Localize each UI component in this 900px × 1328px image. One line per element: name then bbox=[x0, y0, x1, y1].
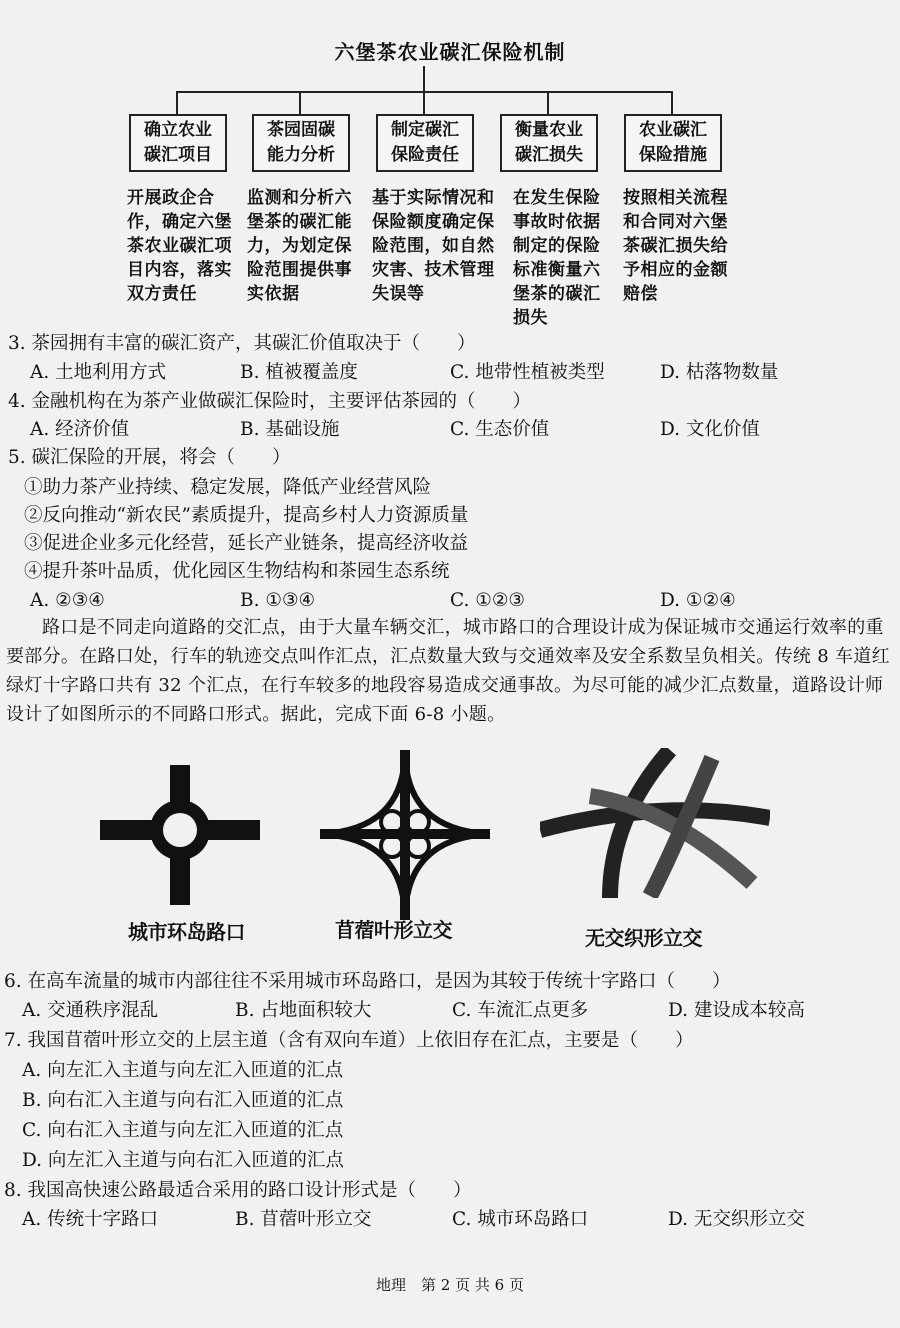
passage-text: 路口是不同走向道路的交汇点，由于大量车辆交汇，城市路口的合理设计成为保证城市交通运行效率的重要部分。在路口处，行车的轨迹交点叫作汇点，汇点数量大致与交通效率及安全系数呈负相关。传统 8 车道红绿灯十字路口共有 32 个汇点，在行车较多的地段容易造成交通事故。为尽可能的减少汇点数量，道路设计师设计了如图所示的不同路口形式。据此，完成下面 6-8 小题。 bbox=[6, 617, 890, 725]
roundabout-figure bbox=[100, 765, 260, 905]
question-5-option-b[interactable]: B. ①③④ bbox=[240, 590, 316, 611]
diagram-connector bbox=[671, 91, 673, 115]
question-6-stem: 6. 在高车流量的城市内部往往不采用城市环岛路口，是因为其较于传统十字路口（ ） bbox=[4, 971, 731, 992]
box-label-line1: 茶园固碳 bbox=[267, 120, 335, 140]
question-4-option-b[interactable]: B. 基础设施 bbox=[240, 419, 340, 440]
question-5-stem: 5. 碳汇保险的开展，将会（ ） bbox=[8, 447, 291, 468]
diagram-connector bbox=[176, 91, 178, 115]
page-footer: 地理 第 2 页 共 6 页 bbox=[376, 1276, 524, 1294]
question-8-option-b[interactable]: B. 苜蓿叶形立交 bbox=[235, 1209, 372, 1230]
question-5-statement-1: ①助力茶产业持续、稳定发展，降低产业经营风险 bbox=[24, 477, 432, 498]
figure-caption: 无交织形立交 bbox=[585, 926, 702, 950]
non-weaving-figure bbox=[540, 748, 770, 898]
cloverleaf-figure bbox=[320, 750, 490, 920]
question-4-option-d[interactable]: D. 文化价值 bbox=[660, 419, 760, 440]
question-5-option-c[interactable]: C. ①②③ bbox=[450, 590, 526, 611]
diagram-box bbox=[252, 114, 350, 172]
diagram-title: 六堡茶农业碳汇保险机制 bbox=[334, 40, 566, 64]
diagram-desc: 开展政企合作，确定六堡茶农业碳汇项目内容，落实双方责任 bbox=[127, 188, 232, 304]
question-6-option-a[interactable]: A. 交通秩序混乱 bbox=[22, 1000, 159, 1021]
question-4-option-c[interactable]: C. 生态价值 bbox=[450, 419, 550, 440]
diagram-box bbox=[500, 114, 598, 172]
question-5-statement-2: ②反向推动“新农民”素质提升，提高乡村人力资源质量 bbox=[24, 505, 469, 526]
box-label-line2: 碳汇项目 bbox=[144, 145, 212, 165]
diagram-desc: 监测和分析六堡茶的碳汇能力，为划定保险范围提供事实依据 bbox=[247, 188, 352, 304]
box-label-line1: 确立农业 bbox=[144, 120, 212, 140]
question-8-option-a[interactable]: A. 传统十字路口 bbox=[22, 1209, 159, 1230]
question-6-option-c[interactable]: C. 车流汇点更多 bbox=[452, 1000, 589, 1021]
question-3-option-c[interactable]: C. 地带性植被类型 bbox=[450, 362, 605, 383]
diagram-connector bbox=[547, 91, 549, 115]
question-3-stem: 3. 茶园拥有丰富的碳汇资产，其碳汇价值取决于（ ） bbox=[8, 333, 476, 354]
question-8-option-d[interactable]: D. 无交织形立交 bbox=[668, 1209, 805, 1230]
question-7-option-a[interactable]: A. 向左汇入主道与向左汇入匝道的汇点 bbox=[22, 1060, 344, 1081]
question-3-option-b[interactable]: B. 植被覆盖度 bbox=[240, 362, 358, 383]
diagram-connector bbox=[299, 91, 301, 115]
box-label-line1: 农业碳汇 bbox=[639, 120, 707, 140]
question-7-stem: 7. 我国苜蓿叶形立交的上层主道（含有双向车道）上依旧存在汇点，主要是（ ） bbox=[4, 1030, 694, 1051]
diagram-connector bbox=[423, 66, 425, 92]
question-5-statement-3: ③促进企业多元化经营，延长产业链条，提高经济收益 bbox=[24, 533, 469, 554]
question-7-option-b[interactable]: B. 向右汇入主道与向右汇入匝道的汇点 bbox=[22, 1090, 344, 1111]
box-label-line2: 保险责任 bbox=[391, 145, 459, 165]
question-6-option-b[interactable]: B. 占地面积较大 bbox=[235, 1000, 372, 1021]
question-5-option-a[interactable]: A. ②③④ bbox=[30, 590, 105, 611]
box-label-line1: 衡量农业 bbox=[515, 120, 583, 140]
question-5-option-d[interactable]: D. ①②④ bbox=[660, 590, 736, 611]
box-label-line2: 能力分析 bbox=[267, 145, 335, 165]
diagram-connector bbox=[423, 91, 425, 115]
question-7-option-c[interactable]: C. 向右汇入主道与向左汇入匝道的汇点 bbox=[22, 1120, 344, 1141]
box-label-line2: 保险措施 bbox=[639, 145, 707, 165]
question-3-option-a[interactable]: A. 土地利用方式 bbox=[30, 362, 167, 383]
question-4-stem: 4. 金融机构在为茶产业做碳汇保险时，主要评估茶园的（ ） bbox=[8, 391, 532, 412]
diagram-desc: 在发生保险事故时依据制定的保险标准衡量六堡茶的碳汇损失 bbox=[513, 188, 601, 328]
question-8-stem: 8. 我国高快速公路最适合采用的路口设计形式是（ ） bbox=[4, 1180, 472, 1201]
diagram-desc: 按照相关流程和合同对六堡茶碳汇损失给予相应的金额赔偿 bbox=[623, 188, 728, 304]
box-label-line1: 制定碳汇 bbox=[391, 120, 459, 140]
diagram-box bbox=[624, 114, 722, 172]
diagram-box bbox=[129, 114, 227, 172]
diagram-desc: 基于实际情况和保险额度确定保险范围，如自然灾害、技术管理失误等 bbox=[372, 188, 495, 304]
diagram-box bbox=[376, 114, 474, 172]
box-label-line2: 碳汇损失 bbox=[515, 145, 583, 165]
question-7-option-d[interactable]: D. 向左汇入主道与向右汇入匝道的汇点 bbox=[22, 1150, 344, 1171]
question-5-statement-4: ④提升茶叶品质，优化园区生物结构和茶园生态系统 bbox=[24, 561, 450, 582]
figure-caption: 城市环岛路口 bbox=[128, 920, 245, 944]
question-8-option-c[interactable]: C. 城市环岛路口 bbox=[452, 1209, 589, 1230]
question-6-option-d[interactable]: D. 建设成本较高 bbox=[668, 1000, 805, 1021]
question-4-option-a[interactable]: A. 经济价值 bbox=[30, 419, 130, 440]
question-3-option-d[interactable]: D. 枯落物数量 bbox=[660, 362, 779, 383]
figure-caption: 苜蓿叶形立交 bbox=[335, 918, 452, 942]
